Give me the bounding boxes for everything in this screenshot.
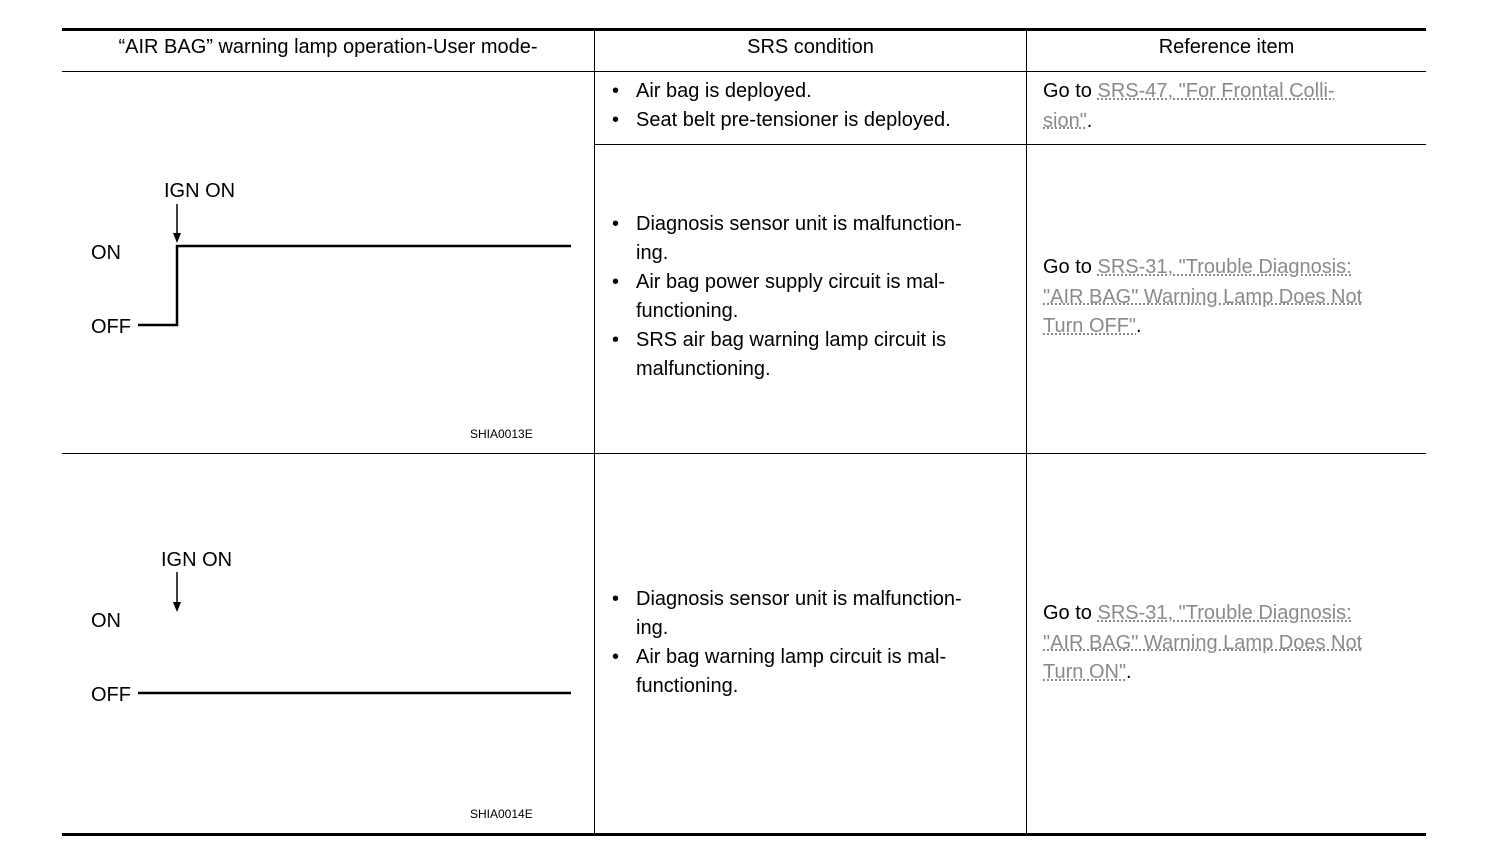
condition-item: • Diagnosis sensor unit is malfunction- ing.	[610, 585, 1025, 643]
ref-period: .	[1136, 315, 1142, 337]
figure-code: SHIA0014E	[470, 807, 533, 821]
lamp-signal-waveform	[0, 454, 600, 834]
ref-period: .	[1126, 661, 1132, 683]
ign-on-label: IGN ON	[161, 549, 233, 571]
condition-list-deployed	[610, 77, 1020, 135]
condition-item: • Air bag power supply circuit is mal- functioning.	[610, 268, 1025, 326]
column-divider-2	[1026, 31, 1027, 833]
lamp-signal-line	[138, 246, 571, 325]
go-to-text: Go to	[1043, 602, 1098, 624]
condition-item: • Seat belt pre-tensioner is deployed.	[610, 106, 1020, 135]
condition-item: • Air bag warning lamp circuit is mal- functioning.	[610, 643, 1025, 701]
link-srs-47-line2[interactable]: sion"	[1043, 109, 1087, 132]
header-srs-condition: SRS condition	[747, 36, 874, 58]
go-to-text: Go to	[1043, 256, 1098, 278]
on-label: ON	[91, 610, 121, 632]
link-srs-31-line3[interactable]: Turn ON"	[1043, 661, 1127, 683]
ign-arrow-head-icon	[173, 233, 181, 243]
ign-arrow-head-icon	[173, 602, 181, 612]
condition-item: • Air bag is deployed.	[610, 77, 1020, 106]
reference-lamp-not-on	[1043, 599, 1423, 688]
condition-list-turn-on	[610, 585, 1025, 701]
link-srs-31-line1[interactable]: SRS-31, "Trouble Diagnosis:	[1097, 602, 1352, 624]
go-to-text: Go to	[1043, 80, 1098, 102]
ign-on-label: IGN ON	[164, 180, 236, 202]
link-srs-31-line2[interactable]: "AIR BAG" Warning Lamp Does Not	[1043, 285, 1363, 308]
link-srs-31-line1[interactable]: SRS-31, "Trouble Diagnosis:	[1097, 256, 1352, 278]
subrow-divider	[595, 144, 1426, 145]
condition-item: • SRS air bag warning lamp circuit is malfunctioning.	[610, 326, 1025, 384]
figure-code: SHIA0013E	[470, 427, 533, 441]
condition-list-turn-off	[610, 210, 1025, 384]
link-srs-31-line3[interactable]: Turn OFF"	[1043, 315, 1137, 337]
lamp-signal-waveform	[0, 0, 600, 460]
link-srs-47-line1[interactable]: SRS-47, "For Frontal Colli-	[1097, 80, 1335, 102]
off-label: OFF	[91, 684, 131, 706]
link-srs-31-line2[interactable]: "AIR BAG" Warning Lamp Does Not	[1043, 631, 1363, 654]
reference-lamp-not-off	[1043, 253, 1423, 342]
on-label: ON	[91, 242, 121, 264]
off-label: OFF	[91, 316, 131, 338]
reference-frontal-collision	[1043, 77, 1423, 136]
condition-item: • Diagnosis sensor unit is malfunction- ing.	[610, 210, 1025, 268]
header-reference-item: Reference item	[1158, 36, 1295, 58]
ref-period: .	[1086, 109, 1093, 132]
header-lamp-operation: “AIR BAG” warning lamp operation-User mode-	[118, 36, 538, 58]
